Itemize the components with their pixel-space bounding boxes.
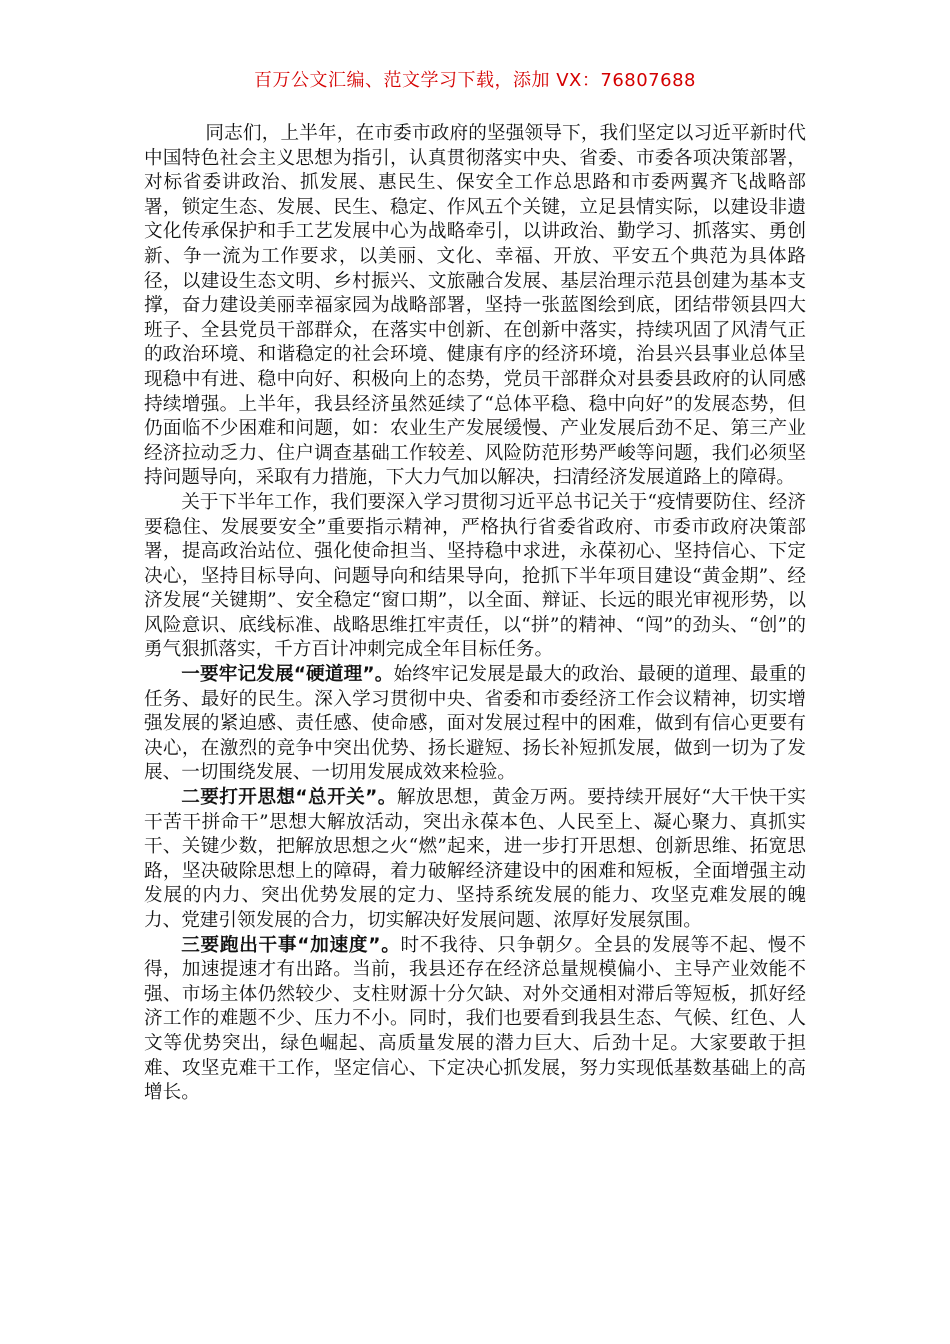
paragraph-intro bbox=[144, 122, 806, 491]
paragraph-second-half-plan bbox=[144, 491, 806, 663]
paragraph-point-one bbox=[144, 663, 806, 786]
paragraph-text: 始终牢记发展是最大的政治、最硬的道理、最重的任务、最好的民生。深入学习贯彻中央、省委和市委经济工作会议精神，切实增强发展的紧迫感、责任感、使命感，面对发展过程中的困难，做到有信心更要有决心，在激烈的竞争中突出优势、扬长避短、扬长补短抓发展，做到一切为了发展、一切围绕发展、一切用发展成效来检验。 bbox=[144, 664, 806, 784]
paragraph-text: 时不我待、只争朝夕。全县的发展等不起、慢不得，加速提速才有出路。当前，我县还存在经济总量规模偏小、主导产业效能不强、市场主体仍然较少、支柱财源十分欠缺、对外交通相对滞后等短板，抓好经济工作的难题不少、压力不小。同时，我们也要看到我县生态、气候、红色、人文等优势突出，绿色崛起、高质量发展的潜力巨大、后劲十足。大家要敢于担难、攻坚克难干工作，坚定信心、下定决心抓发展，努力实现低基数基础上的高增长。 bbox=[144, 934, 806, 1104]
paragraph-text: 解放思想，黄金万两。要持续开展好“大干快干实干苦干拼命干”思想大解放活动，突出永葆本色、人民至上、凝心聚力、真抓实干、关键少数，把解放思想之火“燃”起来，进一步打开思想、创新思维、拓宽思路，坚决破除思想上的障碍，着力破解经济建设中的困难和短板，全面增强主动发展的内力、突出优势发展的定力、坚持系统发展的能力、攻坚克难发展的魄力、党建引领发展的合力，切实解决好发展问题、浓厚好发展氛围。 bbox=[144, 787, 806, 931]
paragraph-heading: 二要打开思想“总开关”。 bbox=[181, 787, 397, 809]
paragraph-point-two bbox=[144, 786, 806, 934]
paragraph-text: 关于下半年工作，我们要深入学习贯彻习近平总书记关于“疫情要防住、经济要稳住、发展要安全”重要指示精神，严格执行省委省政府、市委市政府决策部署，提高政治站位、强化使命担当、坚持稳中求进，永葆初心、坚持信心、下定决心，坚持目标导向、问题导向和结果导向，抢抓下半年项目建设“黄金期”、经济发展“关键期”、安全稳定“窗口期”，以全面、辩证、长远的眼光审视形势，以风险意识、底线标准、战略思维扛牢责任，以“拼”的精神、“闯”的劲头、“创”的勇气狠抓落实，千方百计冲刺完成全年目标任务。 bbox=[144, 491, 806, 661]
paragraph-heading: 三要跑出干事“加速度”。 bbox=[181, 934, 401, 956]
document-body bbox=[144, 122, 806, 1106]
paragraph-heading: 一要牢记发展“硬道理”。 bbox=[181, 664, 394, 686]
paragraph-text: 同志们，上半年，在市委市政府的坚强领导下，我们坚定以习近平新时代中国特色社会主义思想为指引，认真贯彻落实中央、省委、市委各项决策部署，对标省委讲政治、抓发展、惠民生、保安全工作总思路和市委两翼齐飞战略部署，锁定生态、发展、民生、稳定、作风五个关键，立足县情实际，以建设非遗文化传承保护和手工艺发展中心为战略牵引，以讲政治、勤学习、抓落实、勇创新、争一流为工作要求，以美丽、文化、幸福、开放、平安五个典范为具体路径，以建设生态文明、乡村振兴、文旅融合发展、基层治理示范县创建为基本支撑，奋力建设美丽幸福家园为战略部署，坚持一张蓝图绘到底，团结带领县四大班子、全县党员干部群众，在落实中创新、在创新中落实，持续巩固了风清气正的政治环境、和谐稳定的社会环境、健康有序的经济环境，治县兴县事业总体呈现稳中有进、稳中向好、积极向上的态势，党员干部群众对县委县政府的认同感持续增强。上半年，我县经济虽然延续了“总体平稳、稳中向好”的发展态势，但仍面临不少困难和问题，如：农业生产发展缓慢、产业发展后劲不足、第三产业经济拉动乏力、住户调查基础工作较差、风险防范形势严峻等问题，我们必须坚持问题导向，采取有力措施，下大力气加以解决，扫清经济发展道路上的障碍。 bbox=[144, 123, 806, 489]
paragraph-point-three bbox=[144, 934, 806, 1106]
page-header-watermark: 百万公文汇编、范文学习下载，添加 VX：76807688 bbox=[254, 70, 696, 91]
